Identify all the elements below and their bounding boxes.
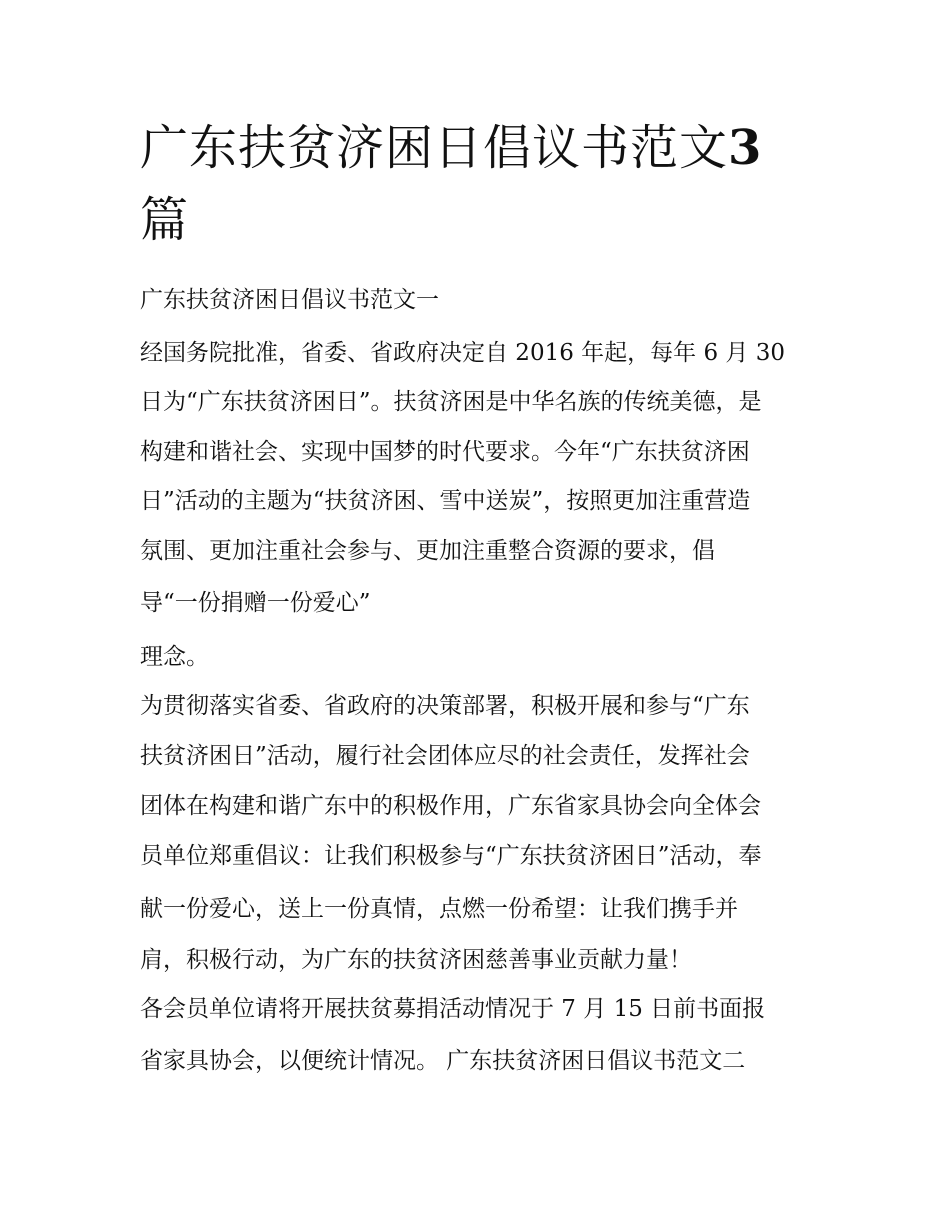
body-line: 员单位郑重倡议：让我们积极参与“广东扶贫济困日”活动，奉 <box>140 843 762 869</box>
body-line: 构建和谐社会、实现中国梦的时代要求。今年“广东扶贫济困 <box>140 439 750 465</box>
body-line: 为贯彻落实省委、省政府的决策部署，积极开展和参与“广东 <box>140 693 750 719</box>
body-line: 理念。 <box>140 644 209 670</box>
title-text: 广东扶贫济困日倡议书范文 <box>140 120 729 176</box>
body-line: 扶贫济困日”活动，履行社会团体应尽的社会责任，发挥社会 <box>140 743 750 769</box>
section-heading: 广东扶贫济困日倡议书范文一 <box>140 287 439 313</box>
document-title <box>140 112 820 256</box>
body-line: 省家具协会，以便统计情况。 广东扶贫济困日倡议书范文二 <box>140 1048 746 1074</box>
body-line: 导“一份捐赠一份爱心” <box>140 590 371 616</box>
body-line: 献一份爱心，送上一份真情，点燃一份希望：让我们携手并 <box>140 896 738 922</box>
title-suffix: 篇 <box>140 192 190 248</box>
body-line: 氛围、更加注重社会参与、更加注重整合资源的要求，倡 <box>140 538 715 564</box>
body-line: 团体在构建和谐广东中的积极作用，广东省家具协会向全体会 <box>140 793 761 819</box>
title-number: 3 <box>728 120 763 176</box>
body-line: 经国务院批准，省委、省政府决定自 2016 年起，每年 6 月 30 <box>140 340 785 366</box>
body-line: 日为“广东扶贫济困日”。扶贫济困是中华名族的传统美德，是 <box>140 389 762 415</box>
body-line: 各会员单位请将开展扶贫募捐活动情况于 7 月 15 日前书面报 <box>140 996 766 1022</box>
body-line: 肩，积极行动，为广东的扶贫济困慈善事业贡献力量！ <box>140 947 692 973</box>
body-line: 日”活动的主题为“扶贫济困、雪中送炭”，按照更加注重营造 <box>140 488 751 514</box>
